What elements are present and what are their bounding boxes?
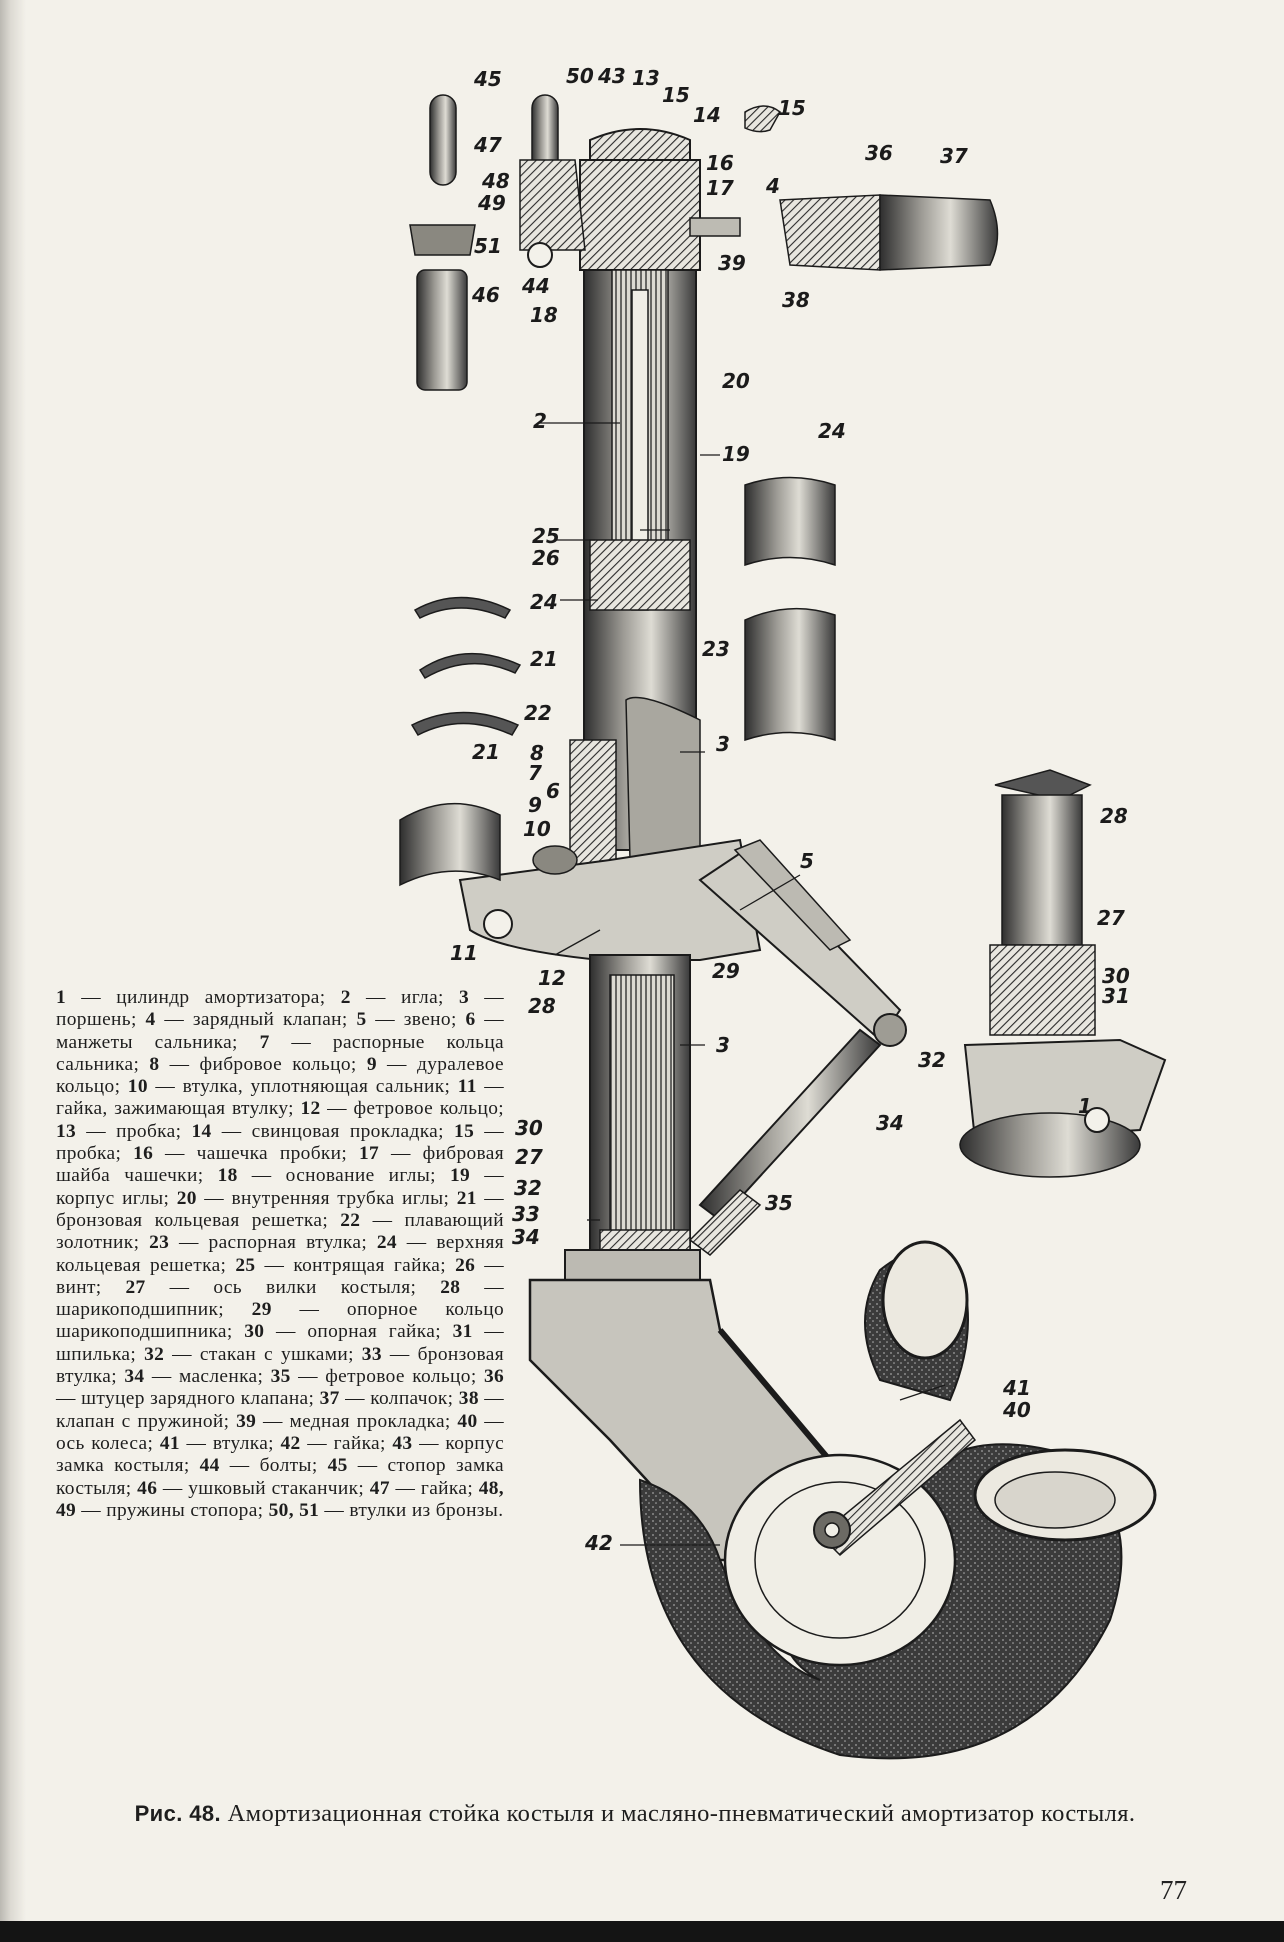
callout-37: 37 (940, 144, 968, 168)
callout-11: 11 (450, 941, 478, 965)
callout-40: 40 (1003, 1398, 1031, 1422)
callout-48: 48 (482, 169, 510, 193)
legend-text: бронзовая втулка (56, 1343, 505, 1388)
legend-text: опорная гайка (307, 1321, 436, 1343)
legend-number: 28 (440, 1276, 461, 1298)
legend-text: пробка (56, 1143, 116, 1165)
callout-5: 5 (800, 849, 814, 873)
legend-number: 35 (270, 1366, 291, 1388)
legend-text: втулка (212, 1432, 269, 1454)
legend-number: 13 (56, 1120, 77, 1142)
legend-number: 43 (392, 1432, 413, 1454)
legend-text: верхняя кольцевая решетка (56, 1232, 505, 1276)
legend-text: зарядный клапан (192, 1009, 342, 1031)
legend-text: цилиндр амортизатора (116, 987, 320, 1008)
callout-10: 10 (523, 817, 551, 841)
callout-19: 19 (722, 442, 750, 466)
legend-number: 19 (450, 1165, 471, 1187)
callout-2: 2 (533, 409, 547, 433)
legend-number: 25 (235, 1254, 256, 1276)
legend-text: звено (403, 1009, 451, 1031)
callout-44: 44 (522, 274, 550, 298)
callout-27a: 27 (515, 1145, 543, 1169)
legend-text: стопор замка костыля (56, 1455, 505, 1499)
callout-50: 50 (566, 64, 594, 88)
callout-43: 43 (598, 64, 626, 88)
callout-42: 42 (585, 1531, 613, 1555)
legend-text: стакан с ушками (199, 1343, 349, 1365)
legend-text: внутренняя трубка иглы (231, 1187, 444, 1209)
fork-axle-detail (960, 770, 1165, 1177)
legend-number: 1 (56, 987, 67, 1008)
legend-number: 29 (251, 1299, 272, 1321)
legend-number: 20 (176, 1187, 197, 1209)
legend-number: 44 (199, 1455, 220, 1477)
legend-text: винт (56, 1276, 96, 1298)
figure-caption (60, 1798, 1210, 1829)
caption-text: Амортизационная стойка костыля и масляно-пневматический амортизатор костыля. (227, 1800, 1136, 1827)
callout-30b: 30 (1102, 964, 1130, 988)
legend-text: фетровое кольцо (353, 1098, 499, 1120)
callout-24b: 24 (818, 419, 846, 443)
callout-28b: 28 (1100, 804, 1128, 828)
legend-number: 8 (149, 1053, 160, 1075)
legend-text: ось вилки костыля (213, 1276, 411, 1298)
legend-number: 9 (366, 1053, 377, 1075)
legend-number: 31 (452, 1321, 473, 1343)
callout-47: 47 (474, 133, 502, 157)
callout-14: 14 (693, 103, 721, 127)
legend-number: 21 (456, 1187, 477, 1209)
callout-25: 25 (532, 524, 560, 548)
callout-3b: 3 (716, 1033, 730, 1057)
legend-number: 7 (259, 1031, 270, 1053)
callout-46: 46 (472, 283, 500, 307)
callout-39: 39 (718, 251, 746, 275)
figure-label: Рис. 48. (134, 1801, 222, 1826)
legend-text: фетровое кольцо (325, 1366, 471, 1388)
legend-number: 50, 51 (268, 1499, 320, 1521)
legend-text: манжеты сальника (56, 1031, 233, 1053)
legend-text: корпус замка костыля (56, 1432, 505, 1477)
legend-text: шарикоподшипник (56, 1299, 219, 1321)
callout-6: 6 (546, 779, 560, 803)
parts-legend: 1 — цилиндр амортизатора; 2 — игла; 3 — поршень; 4 — зарядный клапан; 5 — звено; 6 — манжеты сальника; 7 — распорные кольца сальника; 8 — фибровое кольцо; 9 — дуралевое кольцо; 10 — втулка, уплотняющая сальник; 11 — гайка, зажимающая втулку; 12 — фетровое кольцо; 13 — пробка; 14 — свинцовая прокладка; 15 — пробка; 16 — чашечка пробки; 17 — фибровая шайба чашечки; 18 — основание иглы; 19 — корпус иглы; 20 — внутренняя трубка иглы; 21 — бронзовая кольцевая решетка; 22 — плавающий золотник; 23 — распорная втулка; 24 — верхняя кольцевая решетка; 25 — контрящая гайка; 26 — винт; 27 — ось вилки костыля; 28 — шарикоподшипник; 29 — опорное кольцо шарикоподшипника; 30 — опорная гайка; 31 — шпилька; 32 — стакан с ушками; 33 — бронзовая втулка; 34 — масленка; 35 — фетровое кольцо; 36 — штуцер зарядного клапана; 37 — колпачок; 38 — клапан с пружиной; 39 — медная прокладка; 40 — ось колеса; 41 — втулка; 42 — гайка; 43 — корпус замка костыля; 44 — болты; 45 — стопор замка костыля; 46 — ушковый стаканчик; 47 — гайка; 48, 49 — пружины стопора; 50, 51 — втулки из бронзы. (56, 987, 505, 1521)
legend-text: гайка (333, 1432, 380, 1454)
callout-24a: 24 (530, 590, 558, 614)
scan-bottom-band (0, 1921, 1284, 1942)
callout-7: 7 (528, 761, 542, 785)
legend-number: 6 (465, 1009, 476, 1031)
callout-20: 20 (722, 369, 750, 393)
legend-text: плавающий золотник (56, 1209, 505, 1254)
legend-text: игла (401, 987, 439, 1008)
legend-number: 41 (159, 1432, 180, 1454)
legend-text: масленка (178, 1366, 258, 1388)
legend-number: 10 (127, 1076, 148, 1098)
legend-text: фибровое кольцо (199, 1053, 351, 1075)
callout-3a: 3 (716, 732, 730, 756)
legend-number: 17 (359, 1143, 380, 1165)
legend-number: 18 (217, 1165, 238, 1187)
legend-text: распорные кольца сальника (56, 1031, 505, 1075)
legend-number: 37 (319, 1388, 340, 1410)
legend-text: основание иглы (285, 1165, 431, 1187)
legend-text: втулка, уплотняющая сальник (182, 1076, 445, 1098)
callout-4: 4 (766, 174, 780, 198)
legend-number: 5 (356, 1009, 367, 1031)
legend-text: штуцер зарядного клапана (81, 1388, 309, 1410)
callout-45: 45 (474, 67, 502, 91)
callout-26: 26 (532, 546, 560, 570)
page-number: 77 (1160, 1875, 1187, 1905)
callout-28a: 28 (528, 994, 556, 1018)
legend-text: распорная втулка (208, 1232, 362, 1254)
callout-17: 17 (706, 176, 734, 200)
legend-text: фибровая шайба чашечки (56, 1143, 505, 1187)
legend-text: бронзовая кольцевая решетка (56, 1209, 323, 1231)
callout-29: 29 (712, 959, 740, 983)
legend-number: 11 (457, 1076, 477, 1098)
callout-32a: 32 (514, 1176, 542, 1200)
legend-number: 48, 49 (56, 1477, 504, 1521)
legend-text: контрящая гайка (293, 1254, 441, 1276)
callout-21b: 21 (472, 740, 500, 764)
callout-30a: 30 (515, 1116, 543, 1140)
callout-27b: 27 (1097, 906, 1125, 930)
legend-number: 2 (340, 987, 351, 1008)
callout-38: 38 (782, 288, 810, 312)
legend-number: 42 (280, 1432, 301, 1454)
legend-number: 14 (191, 1120, 212, 1142)
callout-35: 35 (765, 1191, 793, 1215)
legend-number: 34 (124, 1366, 145, 1388)
legend-number: 27 (125, 1276, 146, 1298)
legend-number: 38 (458, 1388, 479, 1410)
strut-cylinder (570, 129, 700, 920)
legend-text: ось колеса (56, 1432, 148, 1454)
legend-text: ушковый стаканчик (188, 1477, 359, 1499)
legend-text: шпилька (56, 1343, 131, 1365)
callout-49: 49 (478, 191, 506, 215)
legend-number: 3 (459, 987, 470, 1008)
callout-34a: 34 (512, 1225, 540, 1249)
legend-number: 15 (454, 1120, 475, 1142)
callout-12: 12 (538, 966, 566, 990)
legend-text: пробка (116, 1120, 176, 1142)
callout-22: 22 (524, 701, 552, 725)
callout-9: 9 (528, 793, 542, 817)
legend-number: 40 (457, 1410, 478, 1432)
legend-number: 46 (137, 1477, 158, 1499)
legend-number: 16 (133, 1143, 154, 1165)
callout-8: 8 (530, 741, 544, 765)
callout-1: 1 (1078, 1094, 1092, 1118)
callout-15b: 15 (778, 96, 806, 120)
legend-text: клапан с пружиной (56, 1410, 224, 1432)
legend-text: медная прокладка (289, 1410, 445, 1432)
legend-text: опорное кольцо шарикоподшипника (56, 1299, 504, 1343)
callout-21a: 21 (530, 647, 558, 671)
callout-36: 36 (865, 141, 893, 165)
callout-41: 41 (1003, 1376, 1031, 1400)
legend-text: гайка (420, 1477, 468, 1499)
legend-text: втулки из бронзы (349, 1499, 499, 1521)
legend-number: 30 (244, 1321, 265, 1343)
legend-number: 47 (369, 1477, 390, 1499)
lower-strut (565, 955, 700, 1285)
legend-number: 36 (483, 1366, 505, 1388)
legend-text: пружины стопора (106, 1499, 258, 1521)
callout-31: 31 (1102, 984, 1130, 1008)
callout-15a: 15 (662, 83, 690, 107)
legend-text: дуралевое кольцо (56, 1053, 505, 1098)
callout-51: 51 (474, 234, 502, 258)
legend-text: колпачок (370, 1388, 448, 1410)
callout-34b: 34 (876, 1111, 904, 1135)
callout-33: 33 (512, 1202, 540, 1226)
callout-32b: 32 (918, 1048, 946, 1072)
legend-text: гайка, зажимающая втулку (56, 1098, 289, 1120)
legend-text: свинцовая прокладка (251, 1120, 439, 1142)
callout-16: 16 (706, 151, 734, 175)
legend-number: 22 (340, 1209, 361, 1231)
legend-number: 32 (144, 1343, 165, 1365)
legend-text: поршень (56, 1009, 131, 1031)
legend-number: 24 (376, 1232, 397, 1254)
legend-number: 4 (145, 1009, 156, 1031)
legend-number: 26 (455, 1254, 476, 1276)
legend-text: болты (259, 1455, 312, 1477)
legend-text: корпус иглы (56, 1187, 164, 1209)
legend-number: 23 (149, 1232, 170, 1254)
callout-13: 13 (632, 66, 660, 90)
legend-number: 39 (236, 1410, 257, 1432)
legend-text: чашечка пробки (196, 1143, 342, 1165)
legend-number: 45 (327, 1455, 348, 1477)
legend-number: 33 (361, 1343, 382, 1365)
callout-23: 23 (702, 637, 730, 661)
callout-18: 18 (530, 303, 558, 327)
legend-number: 12 (300, 1098, 321, 1120)
